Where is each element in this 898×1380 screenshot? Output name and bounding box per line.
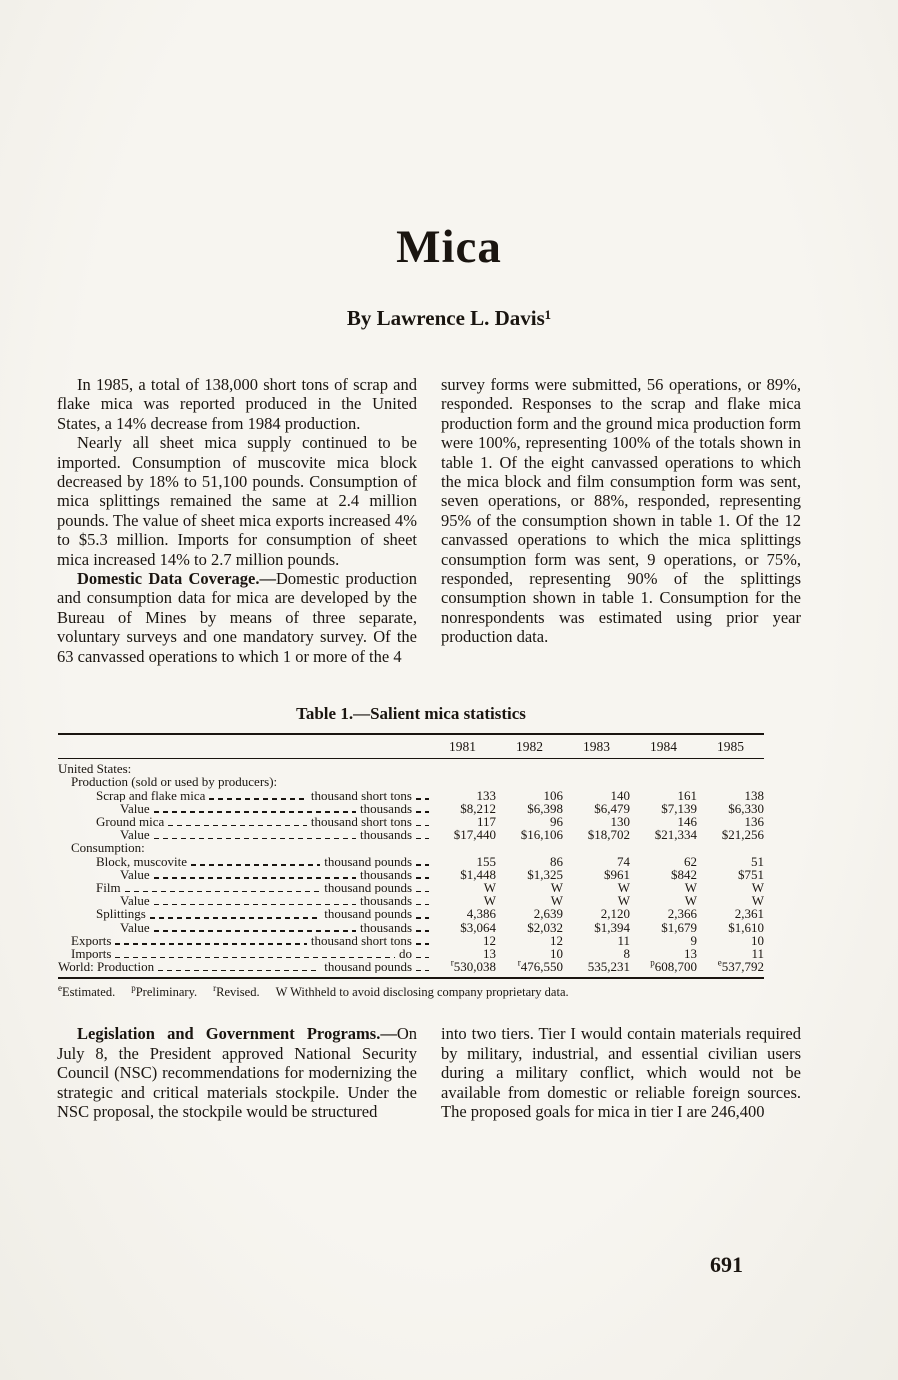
table-value: 136: [744, 813, 764, 829]
row-unit: thousand short tons: [310, 788, 412, 802]
row-label: United States:: [58, 762, 132, 776]
intro-section: [57, 375, 801, 666]
table-row: [58, 775, 764, 788]
row-unit: thousand pounds: [324, 907, 412, 921]
row-label: Value thousands: [58, 828, 429, 841]
table-value: W: [617, 879, 630, 895]
table-value: $6,479: [594, 800, 630, 816]
row-label: Imports do: [58, 947, 429, 960]
table-value: $17,440: [453, 827, 496, 843]
table-value: 13: [684, 945, 697, 961]
row-unit: thousand short tons: [310, 814, 412, 829]
table-value: W: [550, 893, 563, 909]
table-value: W: [751, 879, 764, 895]
legislation-section: [57, 1024, 801, 1121]
table-value: 74: [617, 853, 630, 869]
salient-statistics-table: [58, 704, 764, 979]
table-value: $16,106: [520, 827, 563, 843]
table-value: W: [617, 893, 630, 909]
table-value: 535,231: [587, 959, 630, 975]
row-unit: do: [399, 946, 412, 961]
run-in-heading: Legislation and Government Programs.—: [77, 1024, 397, 1044]
row-label: Value thousands: [58, 894, 429, 907]
table-value: 2,361: [734, 906, 764, 922]
footnote-item: $^p$Preliminary.: [131, 983, 198, 1000]
paragraph: survey forms were submitted, 56 operations, or 89%, responded. Responses to the scrap and flake mica production form and the ground mica production form were 100%, representing 100% of the totals shown in table 1. Of the eight canvassed operations to which the mica block and film consumption form was sent, seven operations, or 88%, responded, representing 95% of the consumption shown in table 1. Of the 12 canvassed operations to which the mica splittings consumption form was sent, 9 operations, or 75%, responded, representing 90% of the splittings consumption shown in table 1. Consumption for the nonrespondents was estimated using prior year production data.: [441, 375, 801, 647]
dash-leader: [154, 877, 356, 879]
table-value: 13: [483, 945, 496, 961]
table-value: 2,366: [667, 906, 697, 922]
dash-leader: [168, 825, 307, 827]
table-bottom-rule: [58, 977, 764, 979]
legislation-left-column: [57, 1024, 417, 1121]
table-value: W: [751, 893, 764, 909]
year-column-header: 1982: [516, 739, 543, 755]
table-value: $3,064: [460, 919, 496, 935]
paragraph: into two tiers. Tier I would contain materials required by military, industrial, and essential civilian users during a military conflict, which would not be available from domestic or reliable foreign sources. The proposed goals for mica in tier I are 246,400: [441, 1024, 801, 1121]
table-value: 8: [623, 945, 630, 961]
year-column-header: 1984: [650, 739, 677, 755]
dash-leader: [191, 864, 320, 866]
table-value: 161: [677, 787, 697, 803]
table-value: $21,256: [721, 827, 764, 843]
paragraph: In 1985, a total of 138,000 short tons of scrap and flake mica was reported produced in the United States, a 14% decrease from 1984 production.: [57, 375, 417, 433]
table-value: 2,639: [533, 906, 563, 922]
table-value: 51: [751, 853, 764, 869]
row-label: Exports thousand short tons: [58, 934, 429, 947]
table-value: 130: [610, 813, 630, 829]
row-label: Production (sold or used by producers):: [71, 775, 278, 789]
row-label: Ground mica thousand short tons: [58, 815, 429, 828]
row-label: Film thousand pounds: [58, 881, 429, 894]
table-row: [58, 957, 764, 975]
dash-leader: [416, 957, 429, 959]
row-label: Block, muscovite thousand pounds: [58, 855, 429, 868]
table-value: W: [550, 879, 563, 895]
dash-leader: [416, 917, 429, 919]
table-row: [58, 868, 764, 881]
legislation-right-column: [441, 1024, 801, 1121]
table-value: $18,702: [587, 827, 630, 843]
table-title: Table 1.—Salient mica statistics: [296, 704, 526, 724]
row-unit: thousands: [360, 867, 412, 881]
row-label: Value thousands: [58, 868, 429, 881]
table-value: 146: [677, 813, 697, 829]
row-unit: thousand pounds: [324, 880, 412, 895]
page-number: 691: [710, 1252, 743, 1277]
table-value: 62: [684, 853, 697, 869]
dash-leader: [416, 970, 429, 972]
year-column-header: 1983: [583, 739, 610, 755]
intro-right-column: [441, 375, 801, 666]
table-value: $961: [604, 866, 630, 882]
intro-left-column: [57, 375, 417, 666]
table-row: [58, 802, 764, 815]
dash-leader: [115, 957, 395, 959]
table-value: $^p$608,700: [650, 957, 697, 975]
table-value: $751: [738, 866, 764, 882]
table-value: 140: [610, 787, 630, 803]
table-value: W: [684, 879, 697, 895]
dash-leader: [154, 930, 356, 932]
table-value: $6,330: [728, 800, 764, 816]
table-row: [58, 921, 764, 934]
paragraph: Domestic Data Coverage.—Domestic production and consumption data for mica are developed by the Bureau of Mines by means of three separate, voluntary surveys and one mandatory survey. Of the 63 canvassed operations to which 1 or more of the 4: [57, 569, 417, 666]
dash-leader: [158, 970, 320, 972]
row-unit: thousands: [360, 801, 412, 815]
dash-leader: [154, 904, 356, 906]
table-value: 10: [550, 945, 563, 961]
table-value: 117: [476, 813, 496, 829]
dash-leader: [416, 838, 429, 840]
dash-leader: [125, 891, 321, 893]
table-value: 12: [550, 932, 563, 948]
dash-leader: [150, 917, 320, 919]
table-value: $6,398: [527, 800, 563, 816]
dash-leader: [154, 838, 356, 840]
table-value: 86: [550, 853, 563, 869]
table-value: $1,679: [661, 919, 697, 935]
byline: By Lawrence L. Davis¹: [346, 306, 552, 330]
table-stub-spacer: [58, 739, 429, 755]
row-label: Value thousands: [58, 802, 429, 815]
table-value: 106: [543, 787, 563, 803]
footnote-item: W Withheld to avoid disclosing company proprietary data.: [275, 985, 569, 1000]
table-row: [58, 907, 764, 920]
table-value: W: [684, 893, 697, 909]
table-value: 133: [476, 787, 496, 803]
table-value: $1,394: [594, 919, 630, 935]
table-value: $21,334: [654, 827, 697, 843]
dash-leader: [115, 943, 306, 945]
dash-leader: [416, 811, 429, 813]
table-row: [58, 789, 764, 802]
table-row: [58, 855, 764, 868]
table-value: 138: [744, 787, 764, 803]
table-value: 96: [550, 813, 563, 829]
dash-leader: [416, 864, 429, 866]
paragraph: Legislation and Government Programs.—On July 8, the President approved National Security Council (NSC) recommendations for modernizing the strategic and critical materials stockpile. Under the NSC proposal, the stockpile would be structured: [57, 1024, 417, 1121]
row-label: Scrap and flake mica thousand short tons: [58, 789, 429, 802]
table-value: $8,212: [460, 800, 496, 816]
table-value: 12: [483, 932, 496, 948]
table-value: $1,325: [527, 866, 563, 882]
table-footnote: [58, 985, 778, 1000]
table-row: [58, 894, 764, 907]
table-value: $^e$537,792: [717, 957, 764, 975]
table-row: [58, 841, 764, 854]
dash-leader: [154, 811, 356, 813]
table-row: [58, 881, 764, 894]
dash-leader: [416, 877, 429, 879]
row-label: Value thousands: [58, 921, 429, 934]
table-row: [58, 828, 764, 841]
table-value: $1,448: [460, 866, 496, 882]
dash-leader: [209, 798, 307, 800]
table-value: 11: [617, 932, 630, 948]
footnote-item: $^r$Revised.: [213, 983, 260, 1000]
page-title: Mica: [396, 221, 502, 273]
row-label: Consumption:: [71, 841, 145, 855]
table-value: W: [483, 879, 496, 895]
table-value: $7,139: [661, 800, 697, 816]
row-label: Splittings thousand pounds: [58, 907, 429, 920]
table-value: 155: [476, 853, 496, 869]
run-in-heading: Domestic Data Coverage.—: [77, 569, 276, 589]
table-value: W: [483, 893, 496, 909]
dash-leader: [416, 943, 429, 945]
table-value: $842: [671, 866, 697, 882]
table-value: 10: [751, 932, 764, 948]
dash-leader: [416, 825, 429, 827]
dash-leader: [416, 930, 429, 932]
table-row: [58, 934, 764, 947]
row-unit: thousands: [360, 828, 412, 842]
table-value: 2,120: [600, 906, 630, 922]
row-unit: thousands: [360, 920, 412, 934]
paragraph: Nearly all sheet mica supply continued to be imported. Consumption of muscovite mica block decreased by 18% to 51,100 pounds. Consumption of mica splittings remained the same at 2.4 million pounds. The value of sheet mica exports increased 4% to $5.3 million. Imports for consumption of sheet mica increased 14% to 2.7 million pounds.: [57, 433, 417, 569]
row-unit: thousand pounds: [324, 854, 412, 868]
dash-leader: [416, 891, 429, 893]
table-row: [58, 762, 764, 775]
row-unit: thousands: [360, 894, 412, 908]
table-value: $^r$476,550: [517, 957, 563, 975]
table-value: $2,032: [527, 919, 563, 935]
table-value: $^r$530,038: [450, 957, 496, 975]
row-unit: thousand pounds: [324, 960, 412, 974]
year-column-header: 1985: [717, 739, 744, 755]
table-year-header-row: [58, 735, 764, 758]
dash-leader: [416, 904, 429, 906]
dash-leader: [416, 798, 429, 800]
table-value: 9: [690, 932, 697, 948]
table-value: 4,386: [466, 906, 496, 922]
table-value: 11: [751, 945, 764, 961]
row-unit: thousand short tons: [310, 933, 412, 947]
footnote-item: $^e$Estimated.: [58, 983, 116, 1000]
table-value: $1,610: [728, 919, 764, 935]
row-label: World: Production thousand pounds: [58, 960, 429, 973]
table-body: [58, 759, 764, 977]
year-column-header: 1981: [449, 739, 476, 755]
